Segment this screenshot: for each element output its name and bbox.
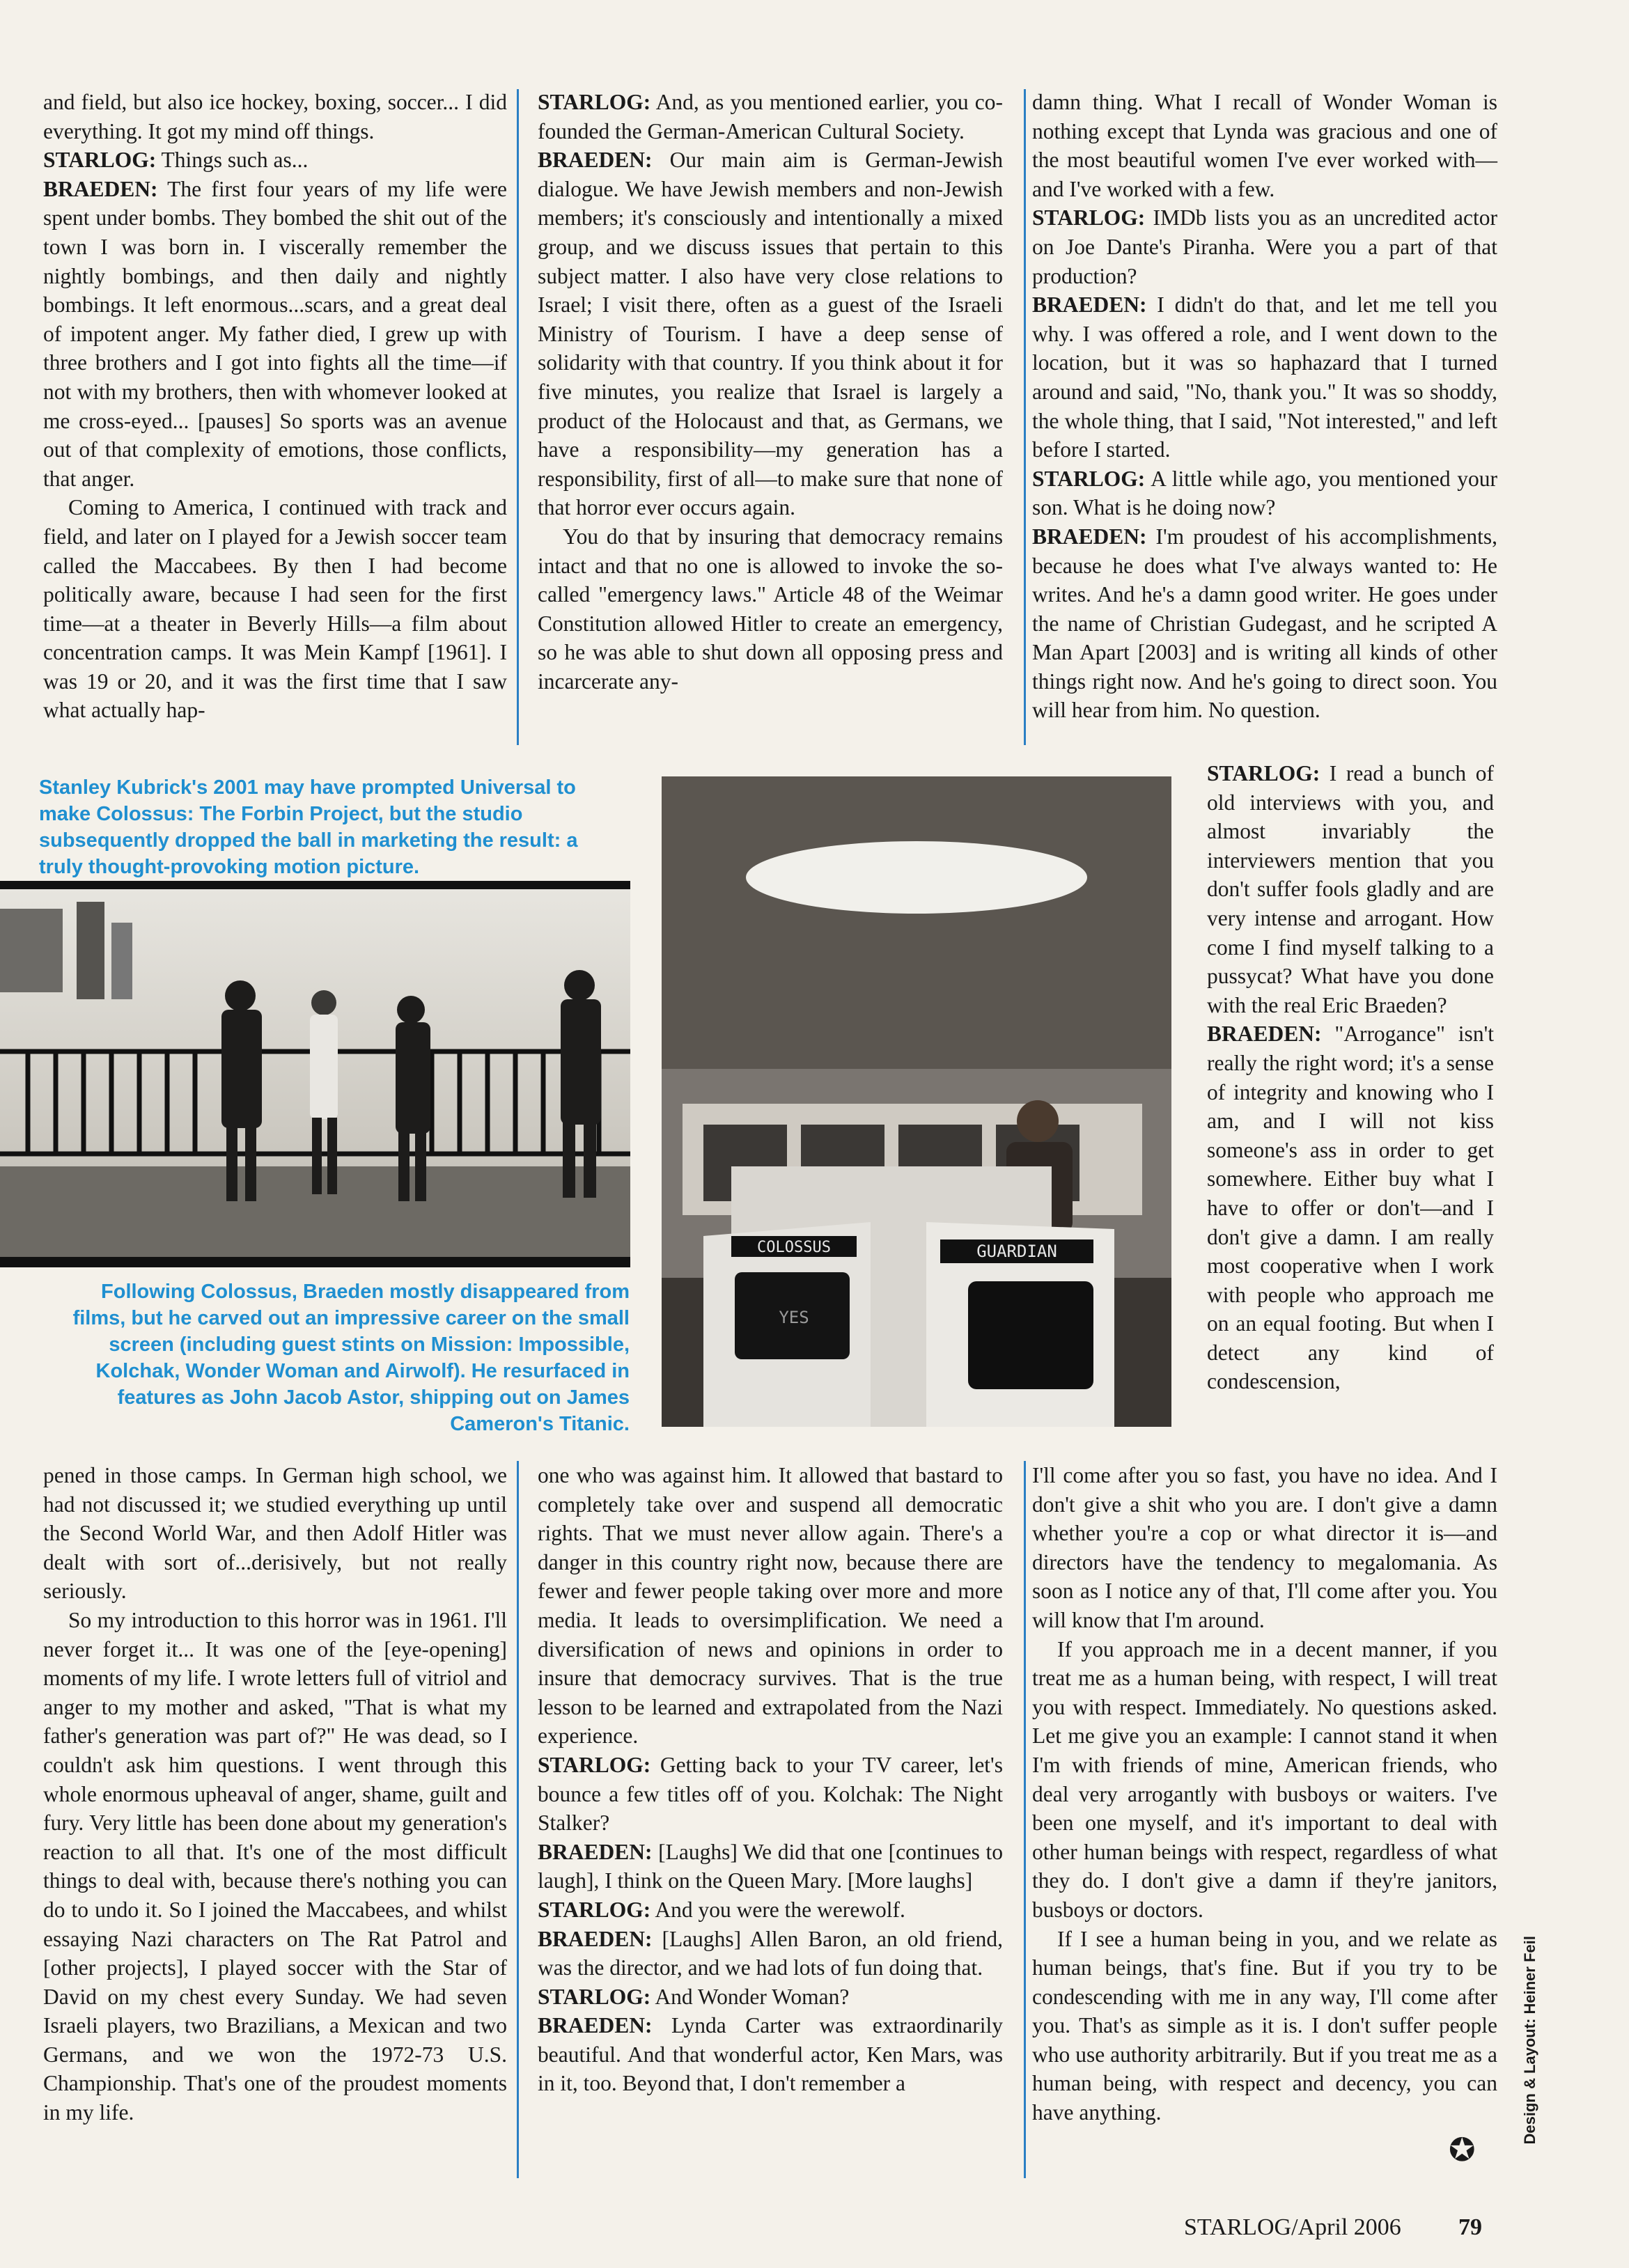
col2-bottom-paragraph: [538, 1982, 1003, 2012]
column-3-narrow: [1207, 759, 1494, 1396]
paragraph-text: [Laughs] We did that one [continues to laugh], I think on the Queen Mary. [More laughs]: [538, 1839, 1003, 1893]
paragraph-text: If you approach me in a decent manner, if you treat me as a human being, with respect, I will treat you with respect. Immediately. No questions asked. Let me give you an example: I cannot stand it when I'm with friends of mine, American friends, who deal very arrogantly with busboys or waiters. I've been one myself, and it's important to deal with other human beings with respect, regardless of what they do. I don't give a damn if they're janitors, busboys or doctors.: [1032, 1636, 1497, 1922]
col3-bottom-paragraph: [1032, 1925, 1497, 2127]
screen-readout: YES: [779, 1308, 809, 1327]
paragraph-text: A little while ago, you mentioned your son. What is he doing now?: [1032, 466, 1497, 520]
speaker-label: STARLOG:: [1032, 205, 1146, 230]
paragraph-text: pened in those camps. In German high school, we had not discussed it; we studied everything up until the Second World War, and then Adolf Hitler was dealt with sort of...derisively, but not really seriously.: [43, 1463, 507, 1604]
speaker-label: BRAEDEN:: [43, 176, 158, 201]
speaker-label: BRAEDEN:: [1032, 292, 1147, 318]
col1-bottom-paragraph: [43, 1461, 507, 1606]
col2-bottom-paragraph: [538, 1838, 1003, 1895]
speaker-label: BRAEDEN:: [1207, 1022, 1322, 1047]
col1-top-paragraph: [43, 88, 507, 146]
paragraph-text: and field, but also ice hockey, boxing, soccer... I did everything. It got my mind off things.: [43, 90, 507, 143]
end-mark-star-icon: ✪: [1449, 2132, 1476, 2168]
col2-top-paragraph: [538, 522, 1003, 696]
photo-caption-top: Stanley Kubrick's 2001 may have prompted Universal to make Colossus: The Forbin Project, but the studio subsequently dropped the ball in marketing the result: a truly thought-provoking motion picture.: [39, 776, 578, 878]
col3-narrow-paragraph: [1207, 1019, 1494, 1396]
paragraph-text: So my introduction to this horror was in 1961. I'll never forget it... It was one of the [eye-opening] moments of my life. I wrote letters full of vitriol and anger to my mother and asked, "That is what my father's generation was part of?" He was dead, so I couldn't ask him questions. I went through this whole enormous upheaval of anger, shame, guilt and fury. Very little has been done about my generation's reaction to all that. It's one of the most difficult things to deal with, because there's nothing you can do to undo it. So I joined the Maccabees, and whilst essaying Nazi characters on The Rat Patrol and [other projects], I played soccer with the Star of David on my chest every Sunday. We had seven Israeli players, two Brazilians, a Mexican and two Germans, and we won the 1972-73 U.S. Championship. That's one of the proudest moments in my life.: [43, 1607, 507, 2125]
paragraph-text: If I see a human being in you, and we relate as human beings, that's fine. But if you try to be condescending with me in any way, I'll come after you. That's as simple as it is. I don't suffer people who use authority arbitrarily. But if you treat me as a human being, with respect and decency, you can have anything.: [1032, 1926, 1497, 2125]
column-rule-left-bottom: [517, 1461, 519, 2178]
colossus-console-label: COLOSSUS: [757, 1239, 831, 1256]
col2-top-paragraph: [538, 88, 1003, 146]
column-1-bottom: [43, 1461, 507, 2127]
paragraph-text: one who was against him. It allowed that bastard to completely take over and suspend all democratic rights. That we must never allow again. There's a danger in this country right now, because there are fewer and fewer people taking over more and more media. It leads to oversimplification. We need a diversification of news and opinions in order to insure that democracy survives. That is the true lesson to be learned and extrapolated from the Nazi experience.: [538, 1463, 1003, 1749]
speaker-label: STARLOG:: [538, 1752, 651, 1777]
paragraph-text: Lynda Carter was extraordinarily beautiful. And that wonderful actor, Ken Mars, was in it, too. Beyond that, I don't remember a: [538, 2013, 1003, 2096]
photo-street-scene: [0, 881, 630, 1267]
paragraph-text: I didn't do that, and let me tell you why. I was offered a role, and I went down to the location, but it was so haphazard that I turned around and said, "No, thank you." It was so shoddy, the whole thing, that I said, "Not interested," and left before I started.: [1032, 292, 1497, 462]
column-1-top: [43, 88, 507, 725]
folio-magazine: [1184, 2214, 1401, 2241]
speaker-label: BRAEDEN:: [538, 1926, 653, 1951]
column-3-top: [1032, 88, 1497, 725]
column-rule-right-bottom: [1024, 1461, 1026, 2178]
column-2-top: [538, 88, 1003, 696]
paragraph-text: Coming to America, I continued with track and field, and later on I played for a Jewish soccer team called the Maccabees. By then I had become politically aware, because I had seen for the first time—at a theater in Beverly Hills—a film about concentration camps. It was Mein Kampf [1961]. I was 19 or 20, and it was the first time that I saw what actually hap-: [43, 495, 507, 723]
col3-top-paragraph: [1032, 522, 1497, 725]
street-scene-illustration: [0, 881, 630, 1267]
col3-top-paragraph: [1032, 464, 1497, 522]
photo-colossus-control-room: [662, 776, 1171, 1427]
paragraph-text: Things such as...: [156, 148, 309, 173]
col3-bottom-paragraph: [1032, 1461, 1497, 1635]
paragraph-text: The first four years of my life were spent under bombs. They bombed the shit out of the town I was born in. I viscerally remember the nightly bombings, and then daily and nightly bombings. It left enormous...scars, and a great deal of impotent anger. My father died, I grew up with three brothers and I got into fights all the time—if not with my brothers, then with whomever looked at me cross-eyed... [pauses] So sports was an avenue out of that complexity of emotions, those conflicts, that anger.: [43, 176, 507, 491]
design-credit: Design & Layout: Heiner Feil: [1521, 1936, 1538, 2145]
col3-bottom-paragraph: [1032, 1635, 1497, 1925]
col1-top-paragraph: [43, 146, 507, 175]
paragraph-text: IMDb lists you as an uncredited actor on Joe Dante's Piranha. Were you a part of that production?: [1032, 205, 1497, 288]
col2-top-paragraph: [538, 146, 1003, 522]
paragraph-text: I read a bunch of old interviews with you, and almost invariably the interviewers mention that you don't suffer fools gladly and are very intense and arrogant. How come I find myself talking to a pussycat? What have you done with the real Eric Braeden?: [1207, 761, 1494, 1017]
folio-magazine-text: STARLOG/April 2006: [1184, 2214, 1401, 2240]
col2-bottom-paragraph: [538, 1461, 1003, 1751]
speaker-label: STARLOG:: [538, 1984, 651, 2009]
speaker-label: STARLOG:: [538, 1897, 651, 1922]
col2-bottom-paragraph: [538, 1895, 1003, 1925]
column-rule-right: [1024, 89, 1026, 745]
paragraph-text: I'll come after you so fast, you have no idea. And I don't give a shit who you are. I don't give a damn whether you're a cop or what director it is—and directors have the tendency to megalomania. As soon as I notice any of that, I'll come after you. You will know that I'm around.: [1032, 1463, 1497, 1632]
col3-top-paragraph: [1032, 88, 1497, 203]
col2-bottom-paragraph: [538, 1925, 1003, 1982]
col2-bottom-paragraph: [538, 1751, 1003, 1838]
paragraph-text: [Laughs] Allen Baron, an old friend, was the director, and we had lots of fun doing that.: [538, 1926, 1003, 1980]
col3-narrow-paragraph: [1207, 759, 1494, 1019]
speaker-label: STARLOG:: [43, 148, 157, 173]
col3-top-paragraph: [1032, 290, 1497, 464]
paragraph-text: damn thing. What I recall of Wonder Woman is nothing except that Lynda was gracious and one of the most beautiful women I've ever worked with—and I've worked with a few.: [1032, 90, 1497, 201]
speaker-label: STARLOG:: [1207, 761, 1320, 785]
speaker-label: BRAEDEN:: [538, 2013, 653, 2038]
column-2-bottom: [538, 1461, 1003, 2098]
column-3-bottom: [1032, 1461, 1497, 2127]
paragraph-text: Getting back to your TV career, let's bounce a few titles off of you. Kolchak: The Night Stalker?: [538, 1752, 1003, 1836]
page-number: 79: [1458, 2214, 1482, 2240]
speaker-label: BRAEDEN:: [1032, 524, 1147, 549]
col1-top-paragraph: [43, 175, 507, 494]
column-rule-left: [517, 89, 519, 745]
guardian-console-label: GUARDIAN: [976, 1242, 1057, 1261]
paragraph-text: And Wonder Woman?: [650, 1984, 850, 2009]
col1-top-paragraph: [43, 493, 507, 725]
col3-top-paragraph: [1032, 203, 1497, 290]
paragraph-text: And, as you mentioned earlier, you co-founded the German-American Cultural Society.: [538, 90, 1003, 143]
control-room-illustration: [662, 776, 1171, 1427]
speaker-label: STARLOG:: [538, 90, 651, 114]
speaker-label: BRAEDEN:: [538, 1839, 653, 1864]
paragraph-text: I'm proudest of his accomplishments, because he does what I've always wanted to: He writes. And he's a damn good writer. He goes under the name of Christian Gudegast, and he scripted A Man Apart [2003] and is writing all kinds of other things right now. And he's going to direct soon. You will hear from him. No question.: [1032, 524, 1497, 723]
speaker-label: BRAEDEN:: [538, 148, 653, 173]
paragraph-text: And you were the werewolf.: [650, 1897, 905, 1922]
col2-bottom-paragraph: [538, 2011, 1003, 2098]
col1-bottom-paragraph: [43, 1606, 507, 2127]
photo-caption-bottom: Following Colossus, Braeden mostly disappeared from films, but he carved out an impressive career on the small screen (including guest stints on Mission: Impossible, Kolchak, Wonder Woman and Airwolf). He resurfaced in features as John Jacob Astor, shipping out on James Cameron's Titanic.: [72, 1281, 630, 1435]
paragraph-text: You do that by insuring that democracy remains intact and that no one is allowed to invoke the so-called "emergency laws." Article 48 of the Weimar Constitution allowed Hitler to create an emergency, so he was able to shut down all opposing press and incarcerate any-: [538, 524, 1003, 694]
speaker-label: STARLOG:: [1032, 466, 1146, 491]
paragraph-text: "Arrogance" isn't really the right word; it's a sense of integrity and knowing who I am, and I will not kiss someone's ass in order to get somewhere. Either buy what I have to offer or don't—and I don't give a damn. I am really most cooperative when I work with people who approach me on an equal footing. But when I detect any kind of condescension,: [1207, 1022, 1494, 1394]
paragraph-text: Our main aim is German-Jewish dialogue. We have Jewish members and non-Jewish members; it's consciously and intentionally a mixed group, and we discuss issues that pertain to this subject matter. I also have very close relations to Israel; I visit there, often as a guest of the Israeli Ministry of Tourism. I have a deep sense of solidarity with that country. If you think about it for five minutes, you realize that Israel is largely a product of the Holocaust and that, as Germans, we have a responsibility—my generation has a responsibility, first of all—to make sure that none of that horror ever occurs again.: [538, 148, 1003, 520]
